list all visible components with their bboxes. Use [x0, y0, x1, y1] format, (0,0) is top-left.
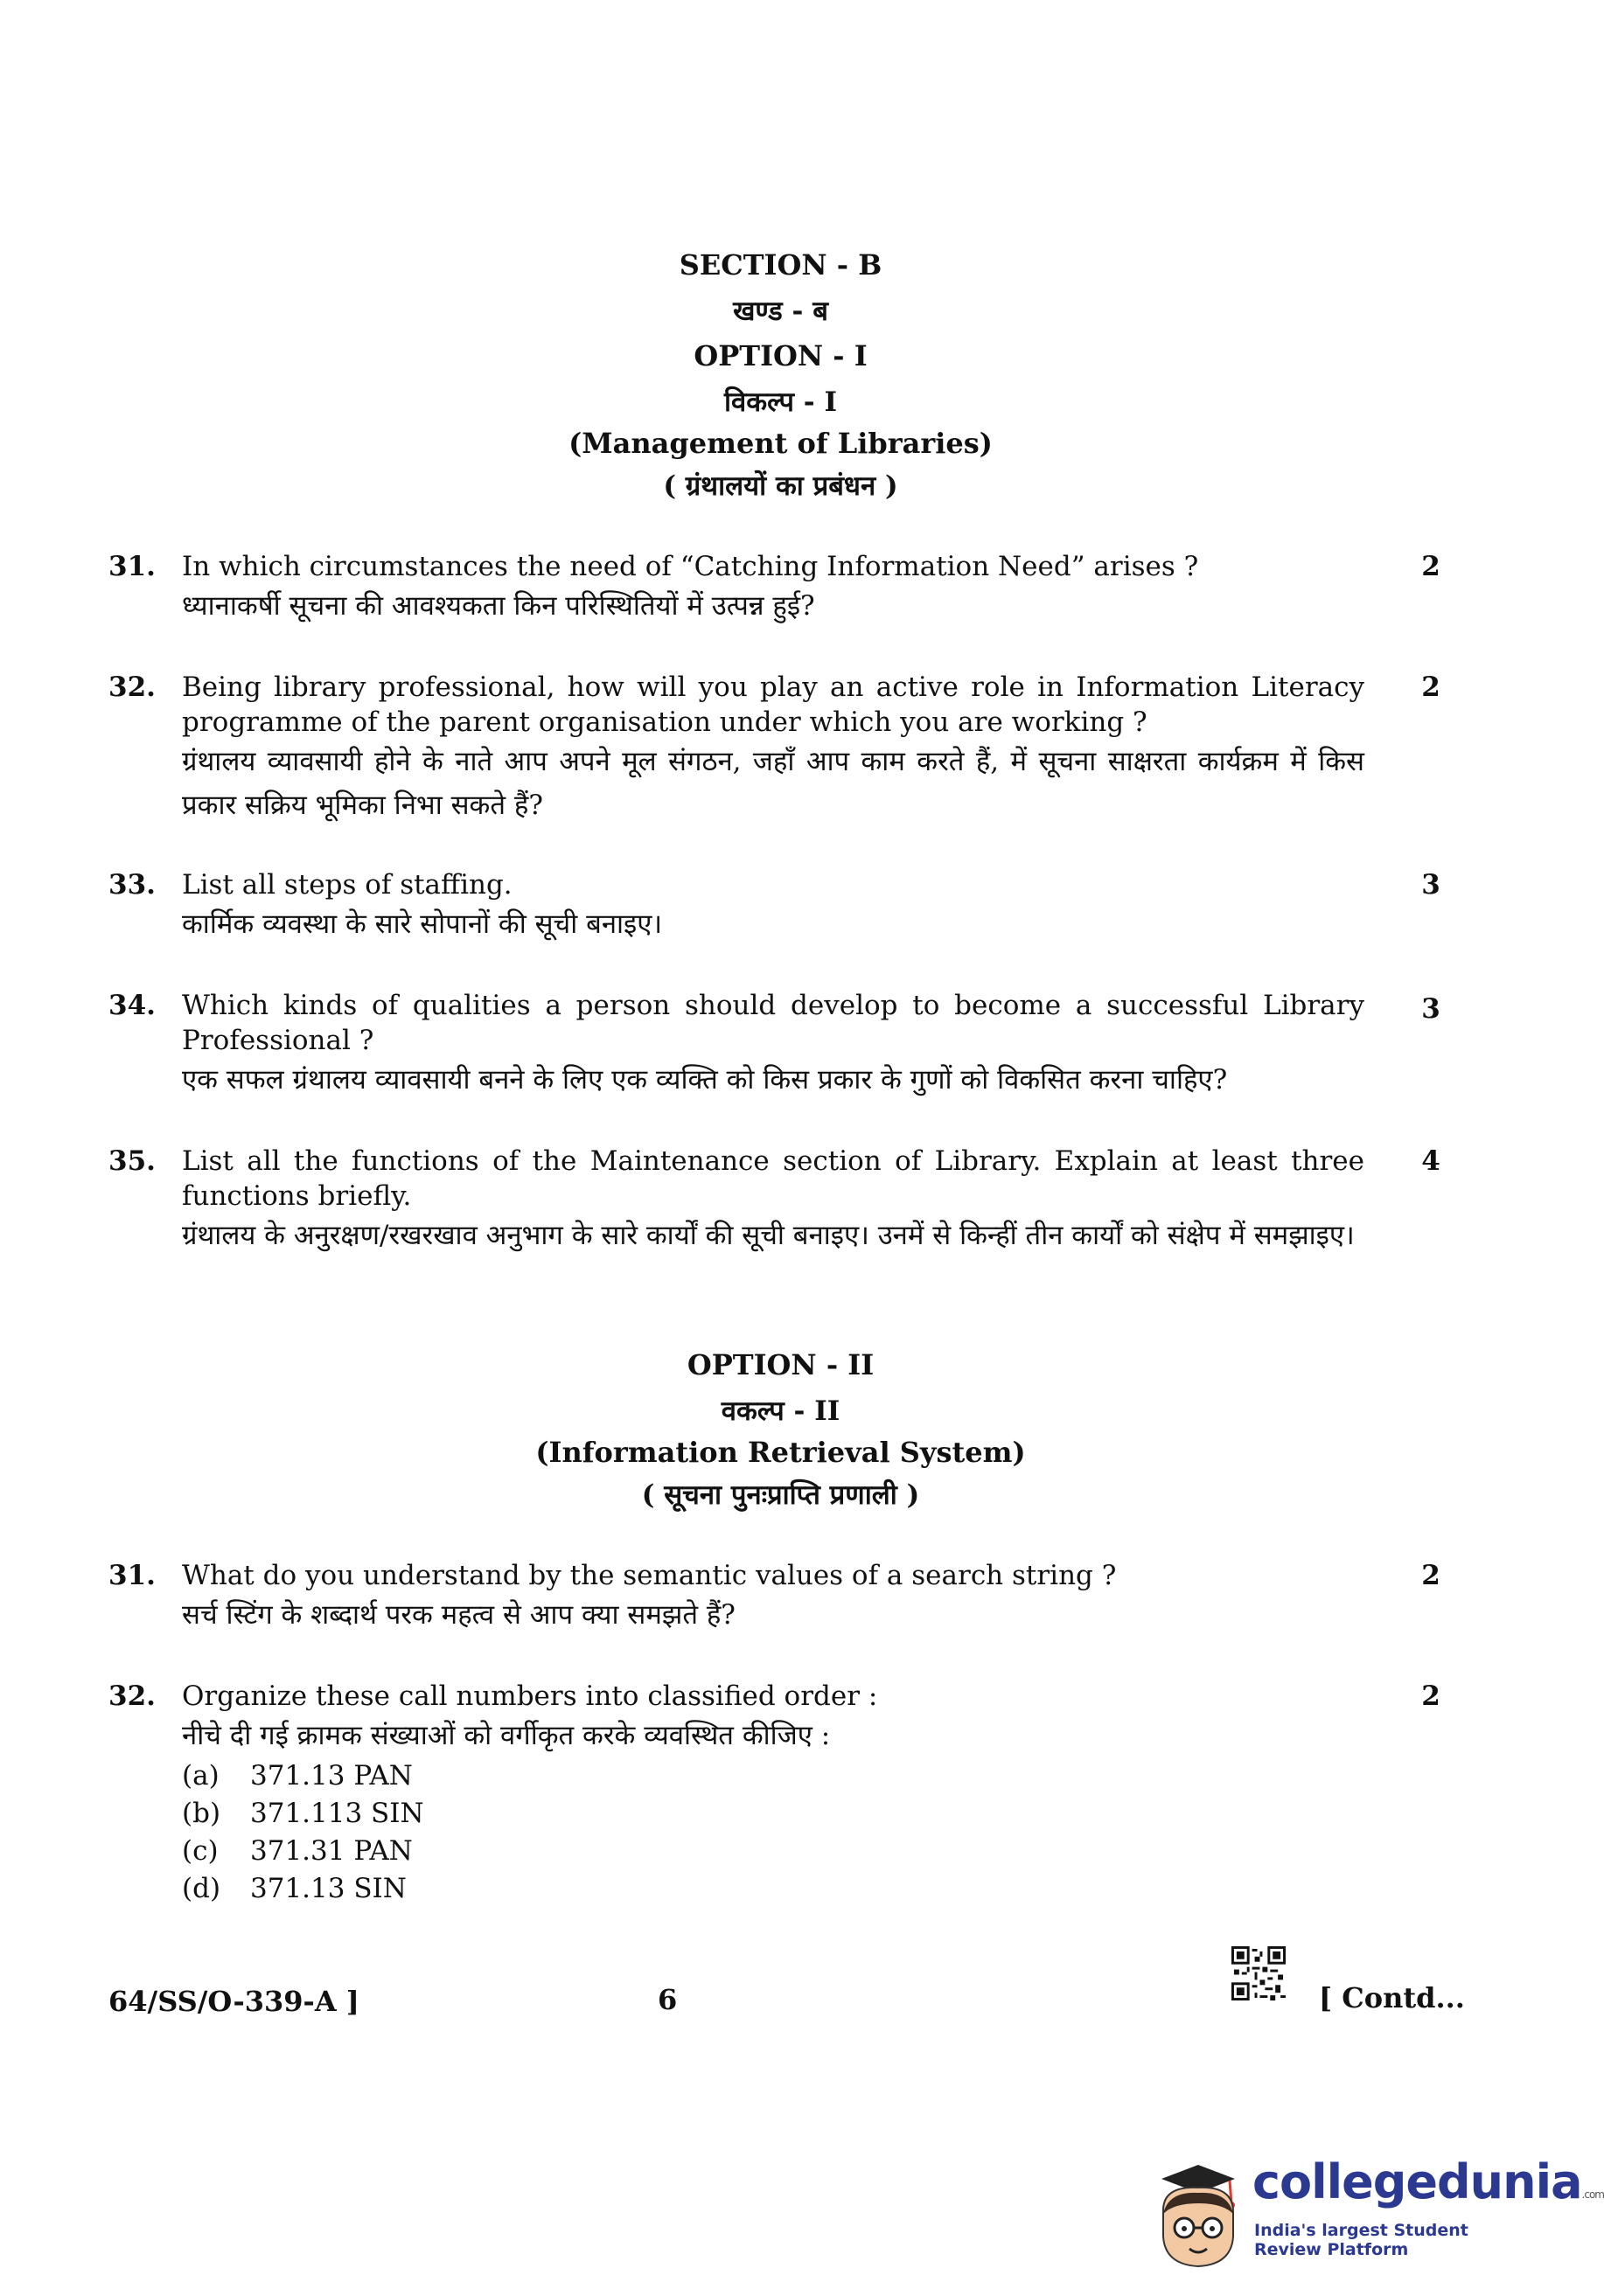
question-marks: 2: [1421, 1560, 1440, 1591]
option1-title-hindi: विकल्प - I: [724, 386, 837, 418]
answer-options: [182, 1757, 1364, 1908]
student-mascot-icon: [1146, 2133, 1251, 2282]
question-text: [182, 867, 1364, 946]
question-hindi: ध्यानाकर्षी सूचना की आवश्यकता किन परिस्थितियों में उत्पन्न हुई?: [182, 590, 815, 622]
question-text: [182, 988, 1364, 1102]
question-number: 31.: [108, 1560, 156, 1591]
option1-subject: (Management of Libraries): [568, 427, 993, 460]
collegedunia-logo: [1146, 2133, 1604, 2282]
answer-option: [182, 1870, 1364, 1908]
option2-title: OPTION - II: [687, 1348, 875, 1381]
question-english: In which circumstances the need of “Catching Information Need” arises ?: [182, 551, 1199, 582]
option-text: 371.31 PAN: [250, 1835, 413, 1867]
paper-code: 64/SS/O-339-A ]: [108, 1985, 359, 2018]
section-title: SECTION - B: [679, 248, 882, 282]
option2-title-hindi: वकल्प - II: [721, 1395, 840, 1427]
question-hindi: सर्च स्टिंग के शब्दार्थ परक महत्व से आप क्या समझते हैं?: [182, 1599, 736, 1631]
question-english: Organize these call numbers into classified order :: [182, 1680, 878, 1712]
question-number: 32.: [108, 671, 156, 703]
option1-title: OPTION - I: [694, 339, 868, 372]
question-english: List all steps of staffing.: [182, 869, 513, 901]
answer-option: [182, 1757, 1364, 1795]
question-english: What do you understand by the semantic values of a search string ?: [182, 1560, 1117, 1591]
qr-code-icon: [1231, 1946, 1286, 2000]
question-marks: 4: [1421, 1145, 1440, 1177]
brand-name: collegedunia.com: [1252, 2154, 1604, 2209]
question-hindi: ग्रंथालय के अनुरक्षण/रखरखाव अनुभाग के सारे कार्यों की सूची बनाइए। उनमें से किन्हीं तीन कार्यों को संक्षेप में समझाइए।: [182, 1220, 1355, 1251]
question-marks: 3: [1421, 993, 1440, 1025]
option-text: 371.113 SIN: [250, 1798, 424, 1829]
page-number: 6: [658, 1983, 678, 2016]
question-hindi: कार्मिक व्यवस्था के सारे सोपानों की सूची बनाइए।: [182, 908, 663, 940]
option-text: 371.13 SIN: [250, 1873, 407, 1904]
brand-tagline: India's largest Student Review Platform: [1254, 2221, 1468, 2259]
option-label: (b): [182, 1798, 221, 1829]
question-text: [182, 1679, 1364, 1908]
question-marks: 3: [1421, 869, 1440, 901]
option-text: 371.13 PAN: [250, 1760, 413, 1792]
question-english: Which kinds of qualities a person should develop to become a successful Library Professional ?: [182, 990, 1364, 1056]
question-number: 34.: [108, 990, 156, 1021]
question-number: 32.: [108, 1680, 156, 1712]
option1-subject-hindi: ( ग्रंथालयों का प्रबंधन ): [663, 470, 898, 502]
brand-suffix: .com: [1581, 2188, 1604, 2201]
question-text: [182, 1144, 1364, 1257]
question-marks: 2: [1421, 671, 1440, 703]
question-english: Being library professional, how will you play an active role in Information Literacy programme of the parent organisation under which you are working ?: [182, 671, 1364, 738]
question-hindi: ग्रंथालय व्यावसायी होने के नाते आप अपने मूल संगठन, जहाँ आप काम करते हैं, में सूचना साक्षरता कार्यक्रम में किस प्रकार सक्रिय भूमिका निभा सकते हैं?: [182, 746, 1364, 821]
question-text: [182, 1558, 1364, 1637]
question-number: 35.: [108, 1145, 156, 1177]
question-text: [182, 670, 1364, 827]
question-number: 31.: [108, 551, 156, 582]
question-marks: 2: [1421, 1680, 1440, 1712]
section-title-hindi: खण्ड - ब: [733, 296, 828, 327]
question-number: 33.: [108, 869, 156, 901]
question-hindi: एक सफल ग्रंथालय व्यावसायी बनने के लिए एक व्यक्ति को किस प्रकार के गुणों को विकसित करना चाहिए?: [182, 1064, 1228, 1096]
answer-option: [182, 1795, 1364, 1833]
question-text: [182, 549, 1364, 628]
continued-label: [ Contd...: [1319, 1981, 1465, 2014]
option2-subject-hindi: ( सूचना पुनःप्राप्ति प्रणाली ): [641, 1479, 920, 1511]
option-label: (d): [182, 1873, 221, 1904]
question-marks: 2: [1421, 551, 1440, 582]
option-label: (a): [182, 1760, 220, 1792]
question-hindi: नीचे दी गई क्रामक संख्याओं को वर्गीकृत करके व्यवस्थित कीजिए :: [182, 1720, 831, 1751]
question-english: List all the functions of the Maintenance section of Library. Explain at least three functions briefly.: [182, 1145, 1364, 1212]
answer-option: [182, 1833, 1364, 1870]
option-label: (c): [182, 1835, 219, 1867]
option2-subject: (Information Retrieval System): [535, 1436, 1026, 1469]
